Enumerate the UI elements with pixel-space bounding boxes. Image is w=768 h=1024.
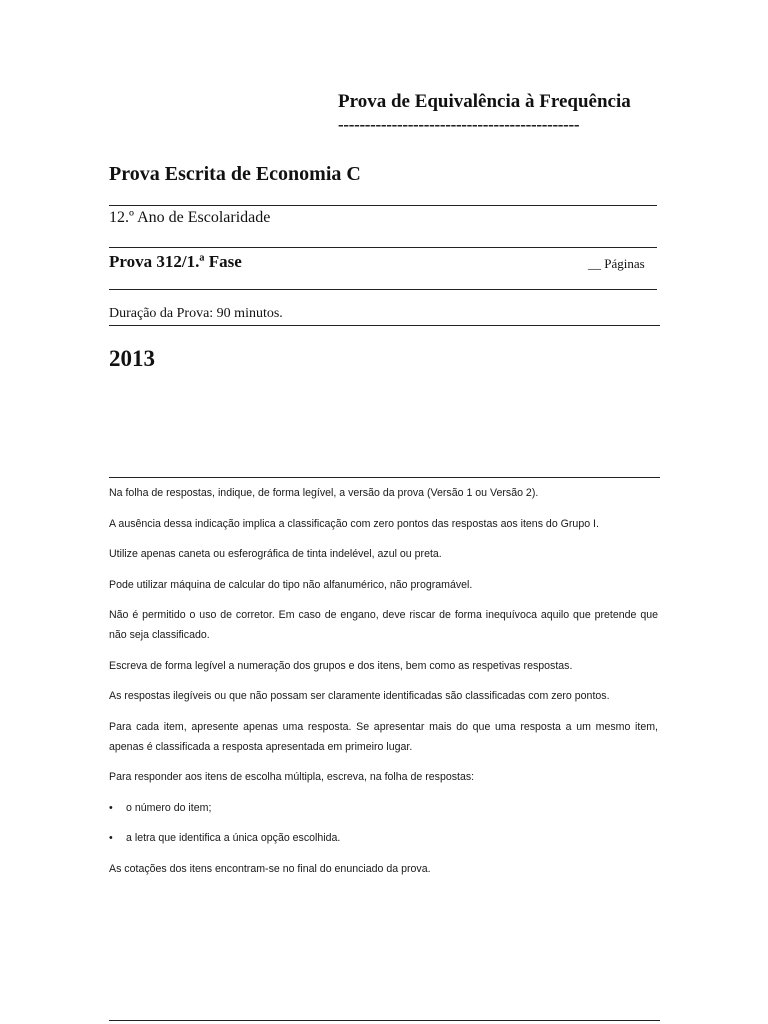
divider-rule: [109, 325, 660, 326]
bullet-text: o número do item;: [126, 801, 212, 814]
instruction-paragraph: Na folha de respostas, indique, de forma legível, a versão da prova (Versão 1 ou Versão 2).: [109, 487, 539, 499]
school-grade: 12.º Ano de Escolaridade: [109, 209, 271, 226]
instruction-paragraph: Não é permitido o uso de corretor. Em caso de engano, deve riscar de forma inequívoca aquilo que pretende que não seja classificado.: [109, 609, 658, 641]
instruction-closing: As cotações dos itens encontram-se no final do enunciado da prova.: [109, 862, 431, 875]
header-dash-separator: ---------------------------------------------: [338, 115, 580, 134]
instruction-paragraph: Pode utilizar máquina de calcular do tipo não alfanumérico, não programável.: [109, 578, 473, 591]
divider-rule: [109, 289, 657, 290]
instruction-paragraph: A ausência dessa indicação implica a classificação com zero pontos das respostas aos itens do Grupo I.: [109, 517, 599, 530]
instruction-paragraph: As respostas ilegíveis ou que não possam ser claramente identificadas são classificadas com zero pontos.: [109, 690, 610, 702]
bullet-icon: •: [109, 832, 113, 844]
exam-duration: Duração da Prova: 90 minutos.: [109, 306, 283, 321]
bullet-item: [109, 798, 658, 818]
instruction-paragraph: Utilize apenas caneta ou esferográfica de tinta indelével, azul ou preta.: [109, 548, 442, 560]
document-header-title: Prova de Equivalência à Frequência: [338, 91, 631, 112]
divider-rule: [109, 247, 657, 248]
instructions-top-rule: [109, 477, 660, 478]
instruction-paragraph: Para responder aos itens de escolha múltipla, escreva, na folha de respostas:: [109, 771, 475, 783]
divider-rule: [109, 205, 657, 206]
instruction-paragraph: Para cada item, apresente apenas uma resposta. Se apresentar mais do que uma resposta a um mesmo item, apenas é classificada a resposta apresentada em primeiro lugar.: [109, 720, 658, 753]
instruction-paragraph: Escreva de forma legível a numeração dos grupos e dos itens, bem como as respetivas respostas.: [109, 659, 573, 672]
exam-title: Prova Escrita de Economia C: [109, 163, 361, 185]
bullet-item: [109, 828, 658, 848]
page-count: __ Páginas: [588, 256, 645, 271]
bullet-text: a letra que identifica a única opção escolhida.: [126, 832, 341, 844]
exam-code: Prova 312/1.ª Fase: [109, 252, 242, 271]
footer-rule: [109, 1020, 660, 1021]
instructions-block: [109, 483, 658, 889]
exam-year: 2013: [109, 346, 155, 371]
bullet-icon: •: [109, 801, 113, 814]
